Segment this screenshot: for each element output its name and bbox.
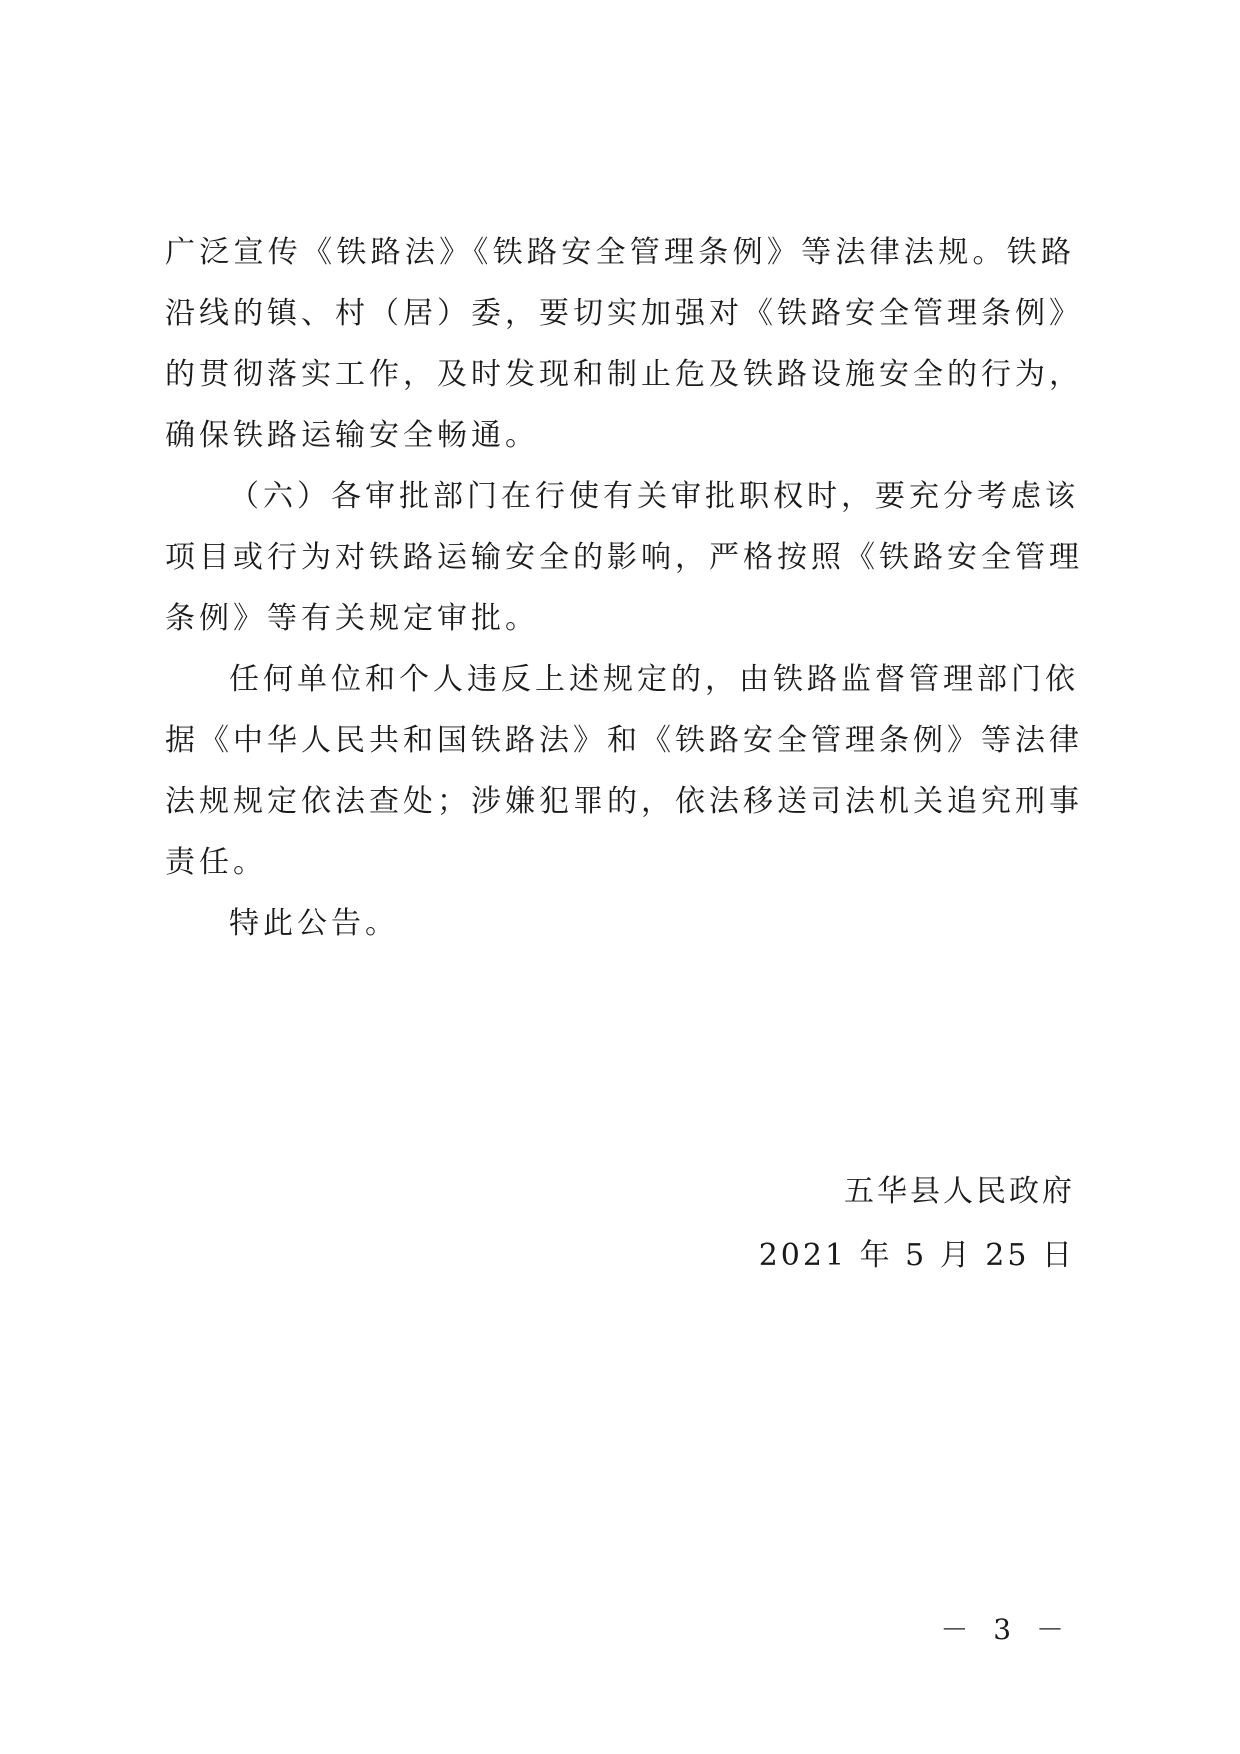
paragraph-1-line-4: 确保铁路运输安全畅通。 xyxy=(165,418,539,453)
paragraph-1-line-1: 广泛宣传《铁路法》《铁路安全管理条例》等法律法规。铁路 xyxy=(165,235,1075,270)
paragraph-2-line-2: 项目或行为对铁路运输安全的影响，严格按照《铁路安全管理 xyxy=(165,540,1083,575)
closing-statement: 特此公告。 xyxy=(229,906,399,941)
page-number: － 3 － xyxy=(940,1613,1072,1646)
paragraph-3-line-3: 法规规定依法查处；涉嫌犯罪的，依法移送司法机关追究刑事 xyxy=(165,784,1083,819)
paragraph-3-line-4: 责任。 xyxy=(165,845,267,880)
paragraph-1-line-3: 的贯彻落实工作，及时发现和制止危及铁路设施安全的行为， xyxy=(165,357,1083,392)
issue-date: 2021 年 5 月 25 日 xyxy=(758,1238,1075,1273)
issuer-name: 五华县人民政府 xyxy=(844,1174,1075,1209)
paragraph-3-line-1: 任何单位和个人违反上述规定的，由铁路监督管理部门依 xyxy=(229,662,1079,697)
paragraph-2-line-3: 条例》等有关规定审批。 xyxy=(165,601,539,636)
paragraph-3-line-2: 据《中华人民共和国铁路法》和《铁路安全管理条例》等法律 xyxy=(165,723,1083,758)
paragraph-1-line-2: 沿线的镇、村（居）委，要切实加强对《铁路安全管理条例》 xyxy=(165,296,1083,331)
signature-block xyxy=(759,1160,1075,1288)
paragraph-2-line-1: （六）各审批部门在行使有关审批职权时，要充分考虑该 xyxy=(229,479,1079,514)
document-body xyxy=(165,222,1083,954)
